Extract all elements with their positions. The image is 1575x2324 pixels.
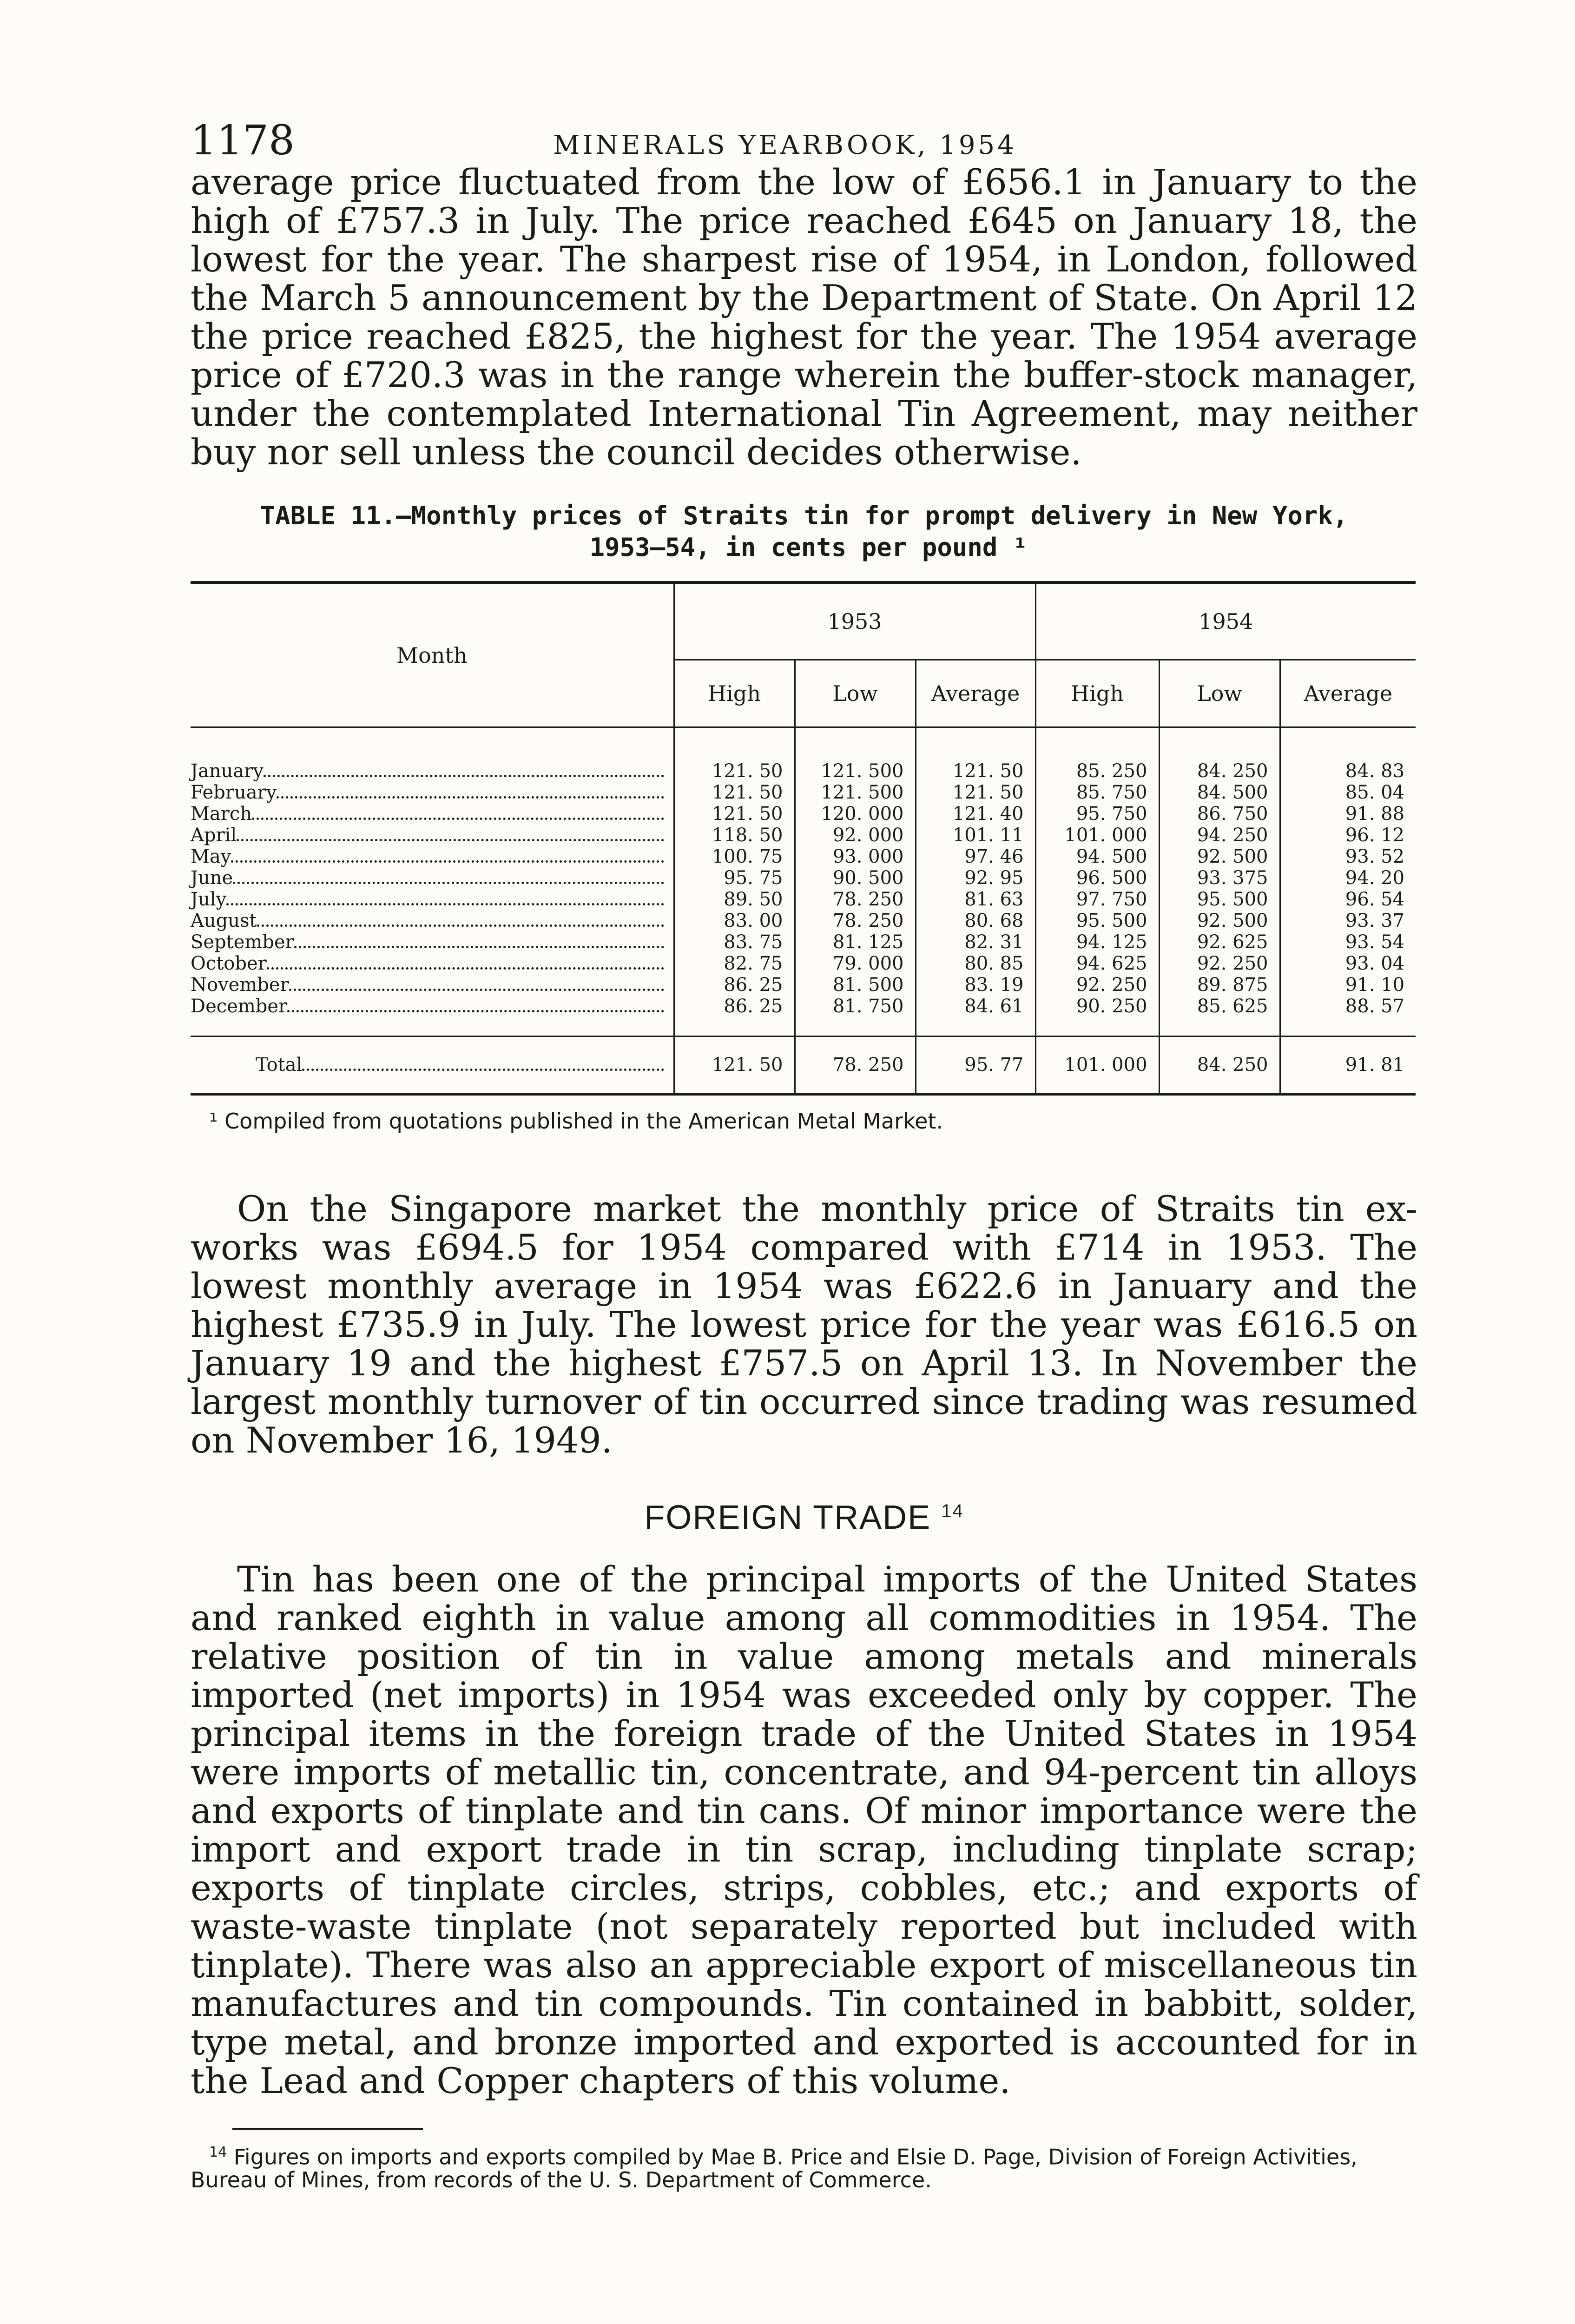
table-cell: 84. 250 [1159,1037,1280,1095]
table-cell: 93. 04 [1280,953,1416,974]
year-1954-header: 1954 [1035,582,1416,660]
column-header: Low [1159,660,1280,727]
month-label: March [191,803,252,825]
table-cell: 94. 625 [1035,953,1159,974]
running-header [191,107,1417,163]
table-cell: 85. 250 [1035,727,1159,782]
month-label: February [191,782,277,803]
table-cell: 94. 250 [1159,825,1280,846]
table-cell: 83. 00 [674,910,795,931]
table-cell: 83. 75 [674,931,795,953]
month-label: January [191,760,264,782]
table-cell: 89. 875 [1159,974,1280,996]
column-header: Low [795,660,916,727]
table-cell: 93. 52 [1280,846,1416,867]
page-number: 1178 [191,116,295,164]
month-cell [191,727,674,782]
table-cell: 89. 50 [674,889,795,910]
table-cell: 94. 125 [1035,931,1159,953]
table-cell: 80. 68 [916,910,1035,931]
table-cell: 86. 25 [674,996,795,1037]
table-cell: 81. 500 [795,974,916,996]
table-cell: 96. 500 [1035,867,1159,889]
footnote-text: Figures on imports and exports compiled by Mae B. Price and Elsie D. Page, Division of Foreign Activities, Bureau of Mines, from records of the U. S. Department of Commerce. [191,2144,1358,2193]
table-cell: 82. 31 [916,931,1035,953]
month-label: July [191,889,227,910]
section-heading [191,1499,1417,1537]
month-cell [191,825,674,846]
table-cell: 96. 12 [1280,825,1416,846]
table-cell: 92. 250 [1159,953,1280,974]
month-label: August [191,910,257,931]
section-heading-note: 14 [941,1501,964,1521]
column-header: High [1035,660,1159,727]
table-cell: 92. 500 [1159,846,1280,867]
table-cell: 121. 40 [916,803,1035,825]
column-header: Average [916,660,1035,727]
column-header: High [674,660,795,727]
table-row [191,825,1416,846]
footnote-marker: 14 [209,2144,227,2160]
table-cell: 85. 04 [1280,782,1416,803]
table-cell: 121. 50 [674,1037,795,1095]
table-cell: 121. 50 [674,782,795,803]
section-heading-text: FOREIGN TRADE [644,1499,931,1536]
table-cell: 120. 000 [795,803,916,825]
table-row [191,974,1416,996]
month-label: April [191,825,237,846]
table-caption-line-2: 1953–54, in cents per pound ¹ [589,533,1028,562]
table-cell: 86. 25 [674,974,795,996]
table-cell: 100. 75 [674,846,795,867]
table-cell: 93. 000 [795,846,916,867]
table-row [191,867,1416,889]
running-title: MINERALS YEARBOOK, 1954 [553,130,1017,160]
table-row [191,953,1416,974]
table-row [191,910,1416,931]
table-cell: 78. 250 [795,889,916,910]
table-cell: 92. 625 [1159,931,1280,953]
month-label: May [191,846,231,867]
month-label: November [191,974,289,996]
table-cell: 82. 75 [674,953,795,974]
table-cell: 121. 50 [916,782,1035,803]
table-cell: 118. 50 [674,825,795,846]
table-cell: 101. 000 [1035,825,1159,846]
table-cell: 97. 46 [916,846,1035,867]
table-cell: 92. 000 [795,825,916,846]
singapore-paragraph: On the Singapore market the monthly price of Straits tin ex-works was £694.5 for 1954 compared with £714 in 1953. The lowest monthly average in 1954 was £622.6 in January and the highest £735.9 in July. The lowest price for the year was £616.5 on January 19 and the highest £757.5 on April 13. In November the largest monthly turnover of tin occurred since trading was resumed on November 16, 1949. [191,1188,1417,1461]
month-label: June [191,867,233,889]
table-cell: 85. 750 [1035,782,1159,803]
month-cell [191,996,674,1037]
total-label: Total [256,1054,303,1076]
table-cell: 92. 95 [916,867,1035,889]
month-cell [191,846,674,867]
table-cell: 81. 750 [795,996,916,1037]
month-cell [191,910,674,931]
table-cell: 121. 50 [916,727,1035,782]
table-cell: 97. 750 [1035,889,1159,910]
table-cell: 121. 50 [674,803,795,825]
table-cell: 86. 750 [1159,803,1280,825]
table-cell: 78. 250 [795,910,916,931]
table-cell: 84. 500 [1159,782,1280,803]
table-row [191,996,1416,1037]
table-cell: 80. 85 [916,953,1035,974]
table-cell: 90. 250 [1035,996,1159,1037]
page [191,107,1417,2192]
month-cell [191,953,674,974]
table-cell: 101. 11 [916,825,1035,846]
table-cell: 90. 500 [795,867,916,889]
table-row [191,803,1416,825]
month-label: September [191,931,294,953]
table-cell: 101. 000 [1035,1037,1159,1095]
table-cell: 81. 125 [795,931,916,953]
table-caption [191,500,1417,563]
table-cell: 84. 61 [916,996,1035,1037]
table-cell: 95. 77 [916,1037,1035,1095]
year-1953-header: 1953 [674,582,1035,660]
table-cell: 95. 500 [1159,889,1280,910]
table-cell: 81. 63 [916,889,1035,910]
trade-paragraph: Tin has been one of the principal imports of the United States and ranked eighth in value among all commodities in 1954. The relative position of tin in value among metals and minerals imported (net imports) in 1954 was exceeded only by copper. The principal items in the foreign trade of the United States in 1954 were imports of metallic tin, concentrate, and 94-percent tin alloys and exports of tinplate and tin cans. Of minor importance were the import and export trade in tin scrap, including tinplate scrap; exports of tinplate circles, strips, cobbles, etc.; and exports of waste-waste tinplate (not separately reported but included with tinplate). There was also an appreciable export of miscellaneous tin manufactures and tin compounds. Tin contained in babbitt, solder, type metal, and bronze imported and exported is accounted for in the Lead and Copper chapters of this volume. [191,1558,1417,2101]
month-label: December [191,996,288,1017]
table-cell: 91. 88 [1280,803,1416,825]
table-cell: 92. 500 [1159,910,1280,931]
table-cell: 78. 250 [795,1037,916,1095]
table-cell: 96. 54 [1280,889,1416,910]
table-cell: 94. 20 [1280,867,1416,889]
table-row [191,846,1416,867]
intro-paragraph: average price fluctuated from the low of £656.1 in January to the high of £757.3 in July. The price reached £645 on January 18, the lowest for the year. The sharpest rise of 1954, in London, followed the March 5 announcement by the Department of State. On April 12 the price reached £825, the highest for the year. The 1954 average price of £720.3 was in the range wherein the buffer-stock manager, under the contemplated International Tin Agreement, may neither buy nor sell unless the council decides otherwise. [191,161,1417,473]
month-cell [191,782,674,803]
month-cell [191,867,674,889]
table-cell: 121. 500 [795,782,916,803]
table-cell: 93. 375 [1159,867,1280,889]
table-cell: 88. 57 [1280,996,1416,1037]
table-cell: 121. 500 [795,727,916,782]
table-cell: 121. 50 [674,727,795,782]
table-cell: 91. 10 [1280,974,1416,996]
table-cell: 83. 19 [916,974,1035,996]
month-cell [191,931,674,953]
price-table [191,581,1416,1096]
page-footnote [191,2141,1417,2192]
table-footnote: ¹ Compiled from quotations published in the American Metal Market. [209,1109,943,1134]
table-row [191,782,1416,803]
month-label: October [191,953,267,974]
table-body [191,727,1416,1037]
table-cell: 95. 750 [1035,803,1159,825]
table-caption-line-1: TABLE 11.—Monthly prices of Straits tin for prompt delivery in New York, [260,501,1348,530]
table-cell: 93. 54 [1280,931,1416,953]
table-cell: 84. 83 [1280,727,1416,782]
table-cell: 95. 75 [674,867,795,889]
footnote-divider [232,2128,423,2130]
total-row [191,1037,1416,1095]
table-cell: 92. 250 [1035,974,1159,996]
month-cell [191,974,674,996]
month-column-header: Month [191,582,674,727]
table-cell: 84. 250 [1159,727,1280,782]
table-row [191,727,1416,782]
table-cell: 95. 500 [1035,910,1159,931]
table-row [191,889,1416,910]
month-cell [191,889,674,910]
table-cell: 79. 000 [795,953,916,974]
table-cell: 93. 37 [1280,910,1416,931]
table-row [191,931,1416,953]
month-cell [191,803,674,825]
table-cell: 85. 625 [1159,996,1280,1037]
column-header: Average [1280,660,1416,727]
total-label-cell [191,1037,674,1095]
table-cell: 94. 500 [1035,846,1159,867]
table-cell: 91. 81 [1280,1037,1416,1095]
